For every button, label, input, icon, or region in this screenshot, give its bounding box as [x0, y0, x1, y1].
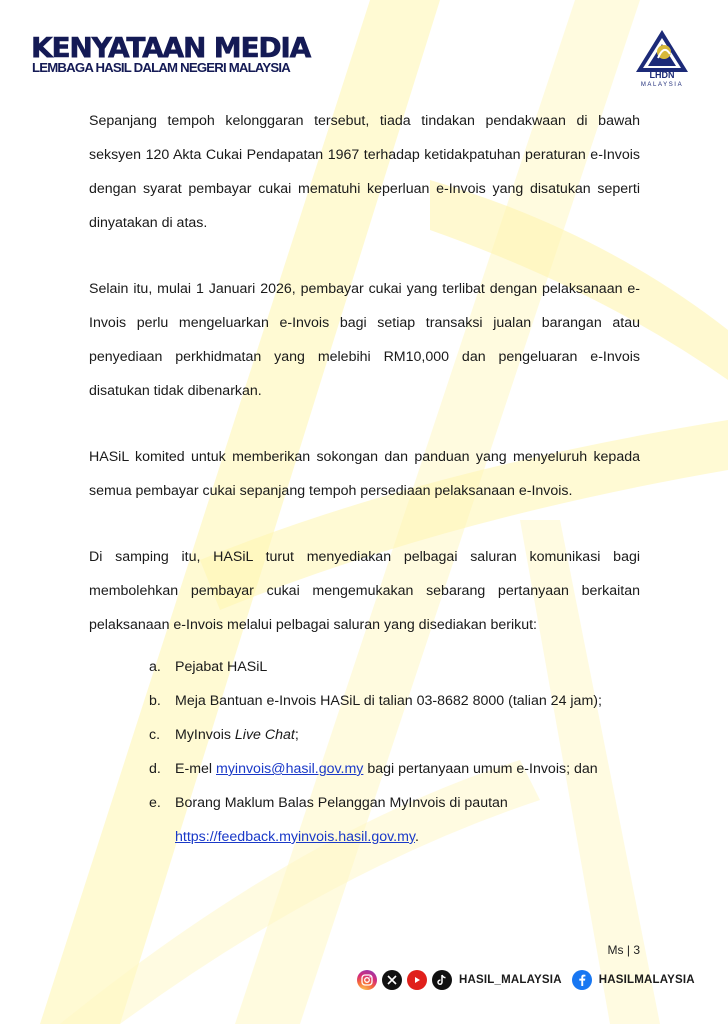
list-item [89, 650, 640, 684]
feedback-link[interactable]: https://feedback.myinvois.hasil.gov.my [175, 829, 415, 845]
instagram-icon[interactable] [357, 970, 377, 990]
list-item [89, 684, 640, 718]
list-item-text: Pejabat HASiL [175, 659, 268, 675]
tiktok-icon[interactable] [432, 970, 452, 990]
lhdn-logo [624, 28, 700, 88]
facebook-icon[interactable] [572, 970, 592, 990]
list-item-text: E-mel [175, 761, 216, 777]
organization-name: LEMBAGA HASIL DALAM NEGERI MALAYSIA [32, 60, 290, 75]
handle-hasil-malaysia[interactable]: HASIL_MALAYSIA [459, 974, 562, 986]
list-letter: b. [149, 693, 161, 709]
list-item-continuation [89, 820, 640, 854]
list-letter: e. [149, 795, 161, 811]
list-item-text: Borang Maklum Balas Pelanggan MyInvois di pautan [175, 795, 508, 811]
logo-country-text: MALAYSIA [640, 82, 684, 88]
paragraph-commitment: HASiL komited untuk memberikan sokongan dan panduan yang menyeluruh kepada semua pembayar cukai sepanjang tempoh persediaan pelaksanaan e-Invois. [89, 449, 640, 499]
list-item-suffix: . [414, 829, 419, 845]
paragraph-channels-intro: Di samping itu, HASiL turut menyediakan pelbagai saluran komunikasi bagi membolehkan pembayar cukai mengemukakan sebarang pertanyaan berkaitan pelaksanaan e-Invois melalui pelbagai saluran yang disediakan berikut: [89, 549, 640, 633]
channel-list [89, 650, 640, 854]
logo-lhdn-text: LHDN [649, 70, 675, 80]
list-letter: c. [149, 727, 161, 743]
list-item [89, 786, 640, 820]
list-item [89, 752, 640, 786]
list-item [89, 718, 640, 752]
page-number: Ms | 3 [607, 943, 640, 957]
email-link[interactable]: myinvois@hasil.gov.my [216, 761, 364, 777]
live-chat-text: Live Chat [234, 727, 295, 743]
handle-hasilmalaysia[interactable]: HASILMALAYSIA [598, 974, 695, 986]
paragraph-grace-period: Sepanjang tempoh kelonggaran tersebut, tiada tindakan pendakwaan di bawah seksyen 120 Akta Cukai Pendapatan 1967 terhadap ketidakpatuhan peraturan e-Invois dengan syarat pembayar cukai mematuhi keperluan e-Invois yang disatukan seperti dinyatakan di atas. [89, 113, 640, 231]
paragraph-2026-requirement: Selain itu, mulai 1 Januari 2026, pembayar cukai yang terlibat dengan pelaksanaan e-Invois perlu mengeluarkan e-Invois bagi setiap transaksi jualan barangan atau penyediaan perkhidmatan yang melebihi RM10,000 dan pengeluaran e-Invois disatukan tidak dibenarkan. [89, 281, 640, 399]
x-icon[interactable] [382, 970, 402, 990]
list-item-suffix: ; [294, 727, 299, 743]
list-item-text: Meja Bantuan e-Invois HASiL di talian 03-8682 8000 (talian 24 jam); [175, 693, 602, 709]
youtube-icon[interactable] [407, 970, 427, 990]
list-letter: d. [149, 761, 161, 777]
press-release-title: KENYATAAN MEDIA [31, 31, 311, 64]
list-item-text: MyInvois [175, 727, 235, 743]
list-item-suffix: bagi pertanyaan umum e-Invois; dan [363, 761, 598, 777]
list-letter: a. [149, 659, 161, 675]
social-media-bar [357, 966, 705, 994]
body-content [89, 104, 640, 854]
